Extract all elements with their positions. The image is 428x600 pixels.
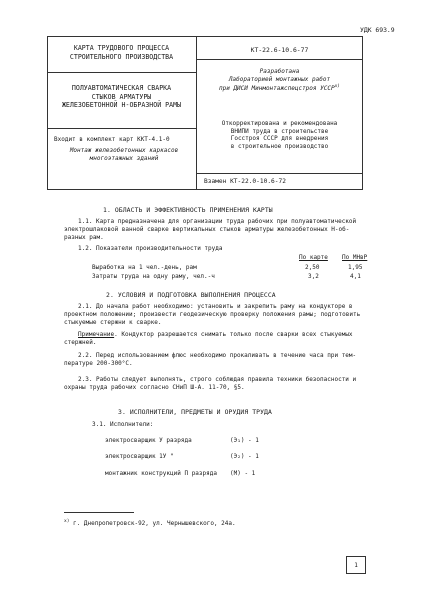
indicator-value-card: 2,50 bbox=[305, 264, 320, 271]
paragraph-line: электрошлаковой ванной сварке вертикальных стыков арматуры железобетонных Н-об- bbox=[64, 226, 350, 233]
paragraph-line: стыкуемые стержни к сварке. bbox=[64, 319, 162, 326]
header-divider-left-1 bbox=[47, 72, 196, 73]
recommended-line: ВНИПИ труда в строительстве bbox=[230, 127, 329, 135]
note-label: Примечание bbox=[78, 331, 115, 338]
section-3-paragraph-1: 3.1. Исполнители: bbox=[92, 421, 154, 428]
indicator-value-card: 3,2 bbox=[308, 273, 319, 280]
card-title-line: СТРОИТЕЛЬНОГО ПРОИЗВОДСТВА bbox=[69, 52, 174, 61]
paragraph-line: разных рам. bbox=[64, 234, 104, 241]
developed-line: Лабораторией монтажных работ bbox=[228, 75, 331, 83]
worker-code: (М) - 1 bbox=[230, 470, 256, 477]
indicator-label: Затраты труда на одну раму, чел.-ч bbox=[92, 273, 215, 280]
footnote-rule bbox=[64, 512, 134, 513]
header-divider-left-2 bbox=[47, 128, 196, 129]
replaces-card: Взамен КТ-22.0-10.6-72 bbox=[204, 178, 286, 185]
worker-code: (Э₁) - 1 bbox=[230, 437, 259, 444]
process-title bbox=[47, 84, 196, 110]
section-2-title: 2. УСЛОВИЯ И ПОДГОТОВКА ВЫПОЛНЕНИЯ ПРОЦЕССА bbox=[106, 291, 276, 299]
udk-code: УДК 693.9 bbox=[360, 26, 395, 34]
paragraph-line: проектном положении; произвести геодезическую проверку положения рамы; подготовить bbox=[64, 311, 361, 318]
recommended-line: Госстроя СССР для внедрения bbox=[230, 135, 329, 143]
recommended-line: Откорректирована и рекомендована bbox=[221, 120, 338, 127]
worker-code: (Э₂) - 1 bbox=[230, 453, 259, 460]
paragraph-line: 1.1. Карта предназначена для организации труда рабочих при полуавтоматической bbox=[78, 218, 357, 225]
developed-by bbox=[196, 68, 363, 92]
note-line bbox=[78, 331, 353, 339]
page-number-box bbox=[346, 556, 366, 574]
worker-name: электросварщик 1У " bbox=[105, 453, 174, 460]
footnote-mark: x) bbox=[64, 519, 70, 524]
indicator-value-norms: 1,95 bbox=[348, 264, 363, 271]
recommended-line: в строительное производство bbox=[230, 143, 329, 151]
included-line: Монтаж железобетонных каркасов bbox=[69, 146, 179, 154]
indicator-label: Выработка на 1 чел.-день, рам bbox=[92, 264, 197, 271]
developed-org: при ДИСИ Минмонтажспецстроя УССР bbox=[218, 84, 335, 92]
indicators-col-header-norms: По МНвР bbox=[342, 254, 368, 261]
header-divider-right-2 bbox=[196, 173, 363, 174]
developed-line bbox=[196, 84, 363, 93]
card-code: КТ-22.6-10.6-77 bbox=[250, 46, 309, 54]
paragraph-line: 2.1. До начала работ необходимо: установить и закрепить раму на кондукторе в bbox=[78, 303, 353, 310]
header-divider-right-1 bbox=[196, 59, 363, 60]
process-title-line: ПОЛУАВТОМАТИЧЕСКАЯ СВАРКА bbox=[71, 84, 172, 92]
note-text: . Кондуктор разрешается снимать только после сварки всех стыкуемых bbox=[114, 331, 353, 338]
indicator-value-norms: 4,1 bbox=[350, 273, 361, 280]
card-title-line: КАРТА ТРУДОВОГО ПРОЦЕССА bbox=[73, 44, 170, 52]
page-number: 1 bbox=[354, 562, 358, 569]
process-title-line: СТЫКОВ АРМАТУРЫ bbox=[91, 92, 152, 101]
paragraph-line: 2.2. Перед использованием флюс необходимо прокаливать в течение часа при тем- bbox=[78, 352, 357, 359]
note-line: стержней. bbox=[64, 339, 97, 346]
paragraph-line: 2.3. Работы следует выполнять, строго соблюдая правила техники безопасности и bbox=[78, 376, 357, 383]
developed-line: Разработана bbox=[259, 68, 300, 75]
footnote bbox=[64, 519, 236, 528]
included-in-set bbox=[54, 136, 194, 162]
indicators-col-header-card: По карте bbox=[299, 254, 328, 261]
paragraph-line: пературе 200-300°С. bbox=[64, 360, 133, 367]
included-line: многоэтажных зданий bbox=[89, 154, 159, 162]
developed-footnote-mark: x) bbox=[334, 83, 340, 89]
card-title bbox=[47, 44, 196, 61]
section-3-title: 3. ИСПОЛНИТЕЛИ, ПРЕДМЕТЫ И ОРУДИЯ ТРУДА bbox=[118, 408, 272, 416]
worker-name: монтажник конструкций П разряда bbox=[105, 470, 217, 477]
worker-name: электросварщик У разряда bbox=[105, 437, 192, 444]
process-title-line: ЖЕЛЕЗОБЕТОННОЙ Н-ОБРАЗНОЙ РАМЫ bbox=[61, 101, 182, 110]
included-line: Входит в комплект карт ККТ-4.1-0 bbox=[54, 136, 170, 143]
section-1-paragraph-2: 1.2. Показатели производительности труда bbox=[78, 245, 223, 252]
footnote-text: г. Днепропетровск-92, ул. Чернышевского, 24а. bbox=[73, 520, 236, 527]
paragraph-line: охраны труда рабочих согласно СНиП Ш-А. 11-70, §5. bbox=[64, 384, 245, 391]
section-1-title: 1. ОБЛАСТЬ И ЭФФЕКТИВНОСТЬ ПРИМЕНЕНИЯ КАРТЫ bbox=[103, 206, 273, 214]
recommended-by bbox=[196, 120, 363, 151]
